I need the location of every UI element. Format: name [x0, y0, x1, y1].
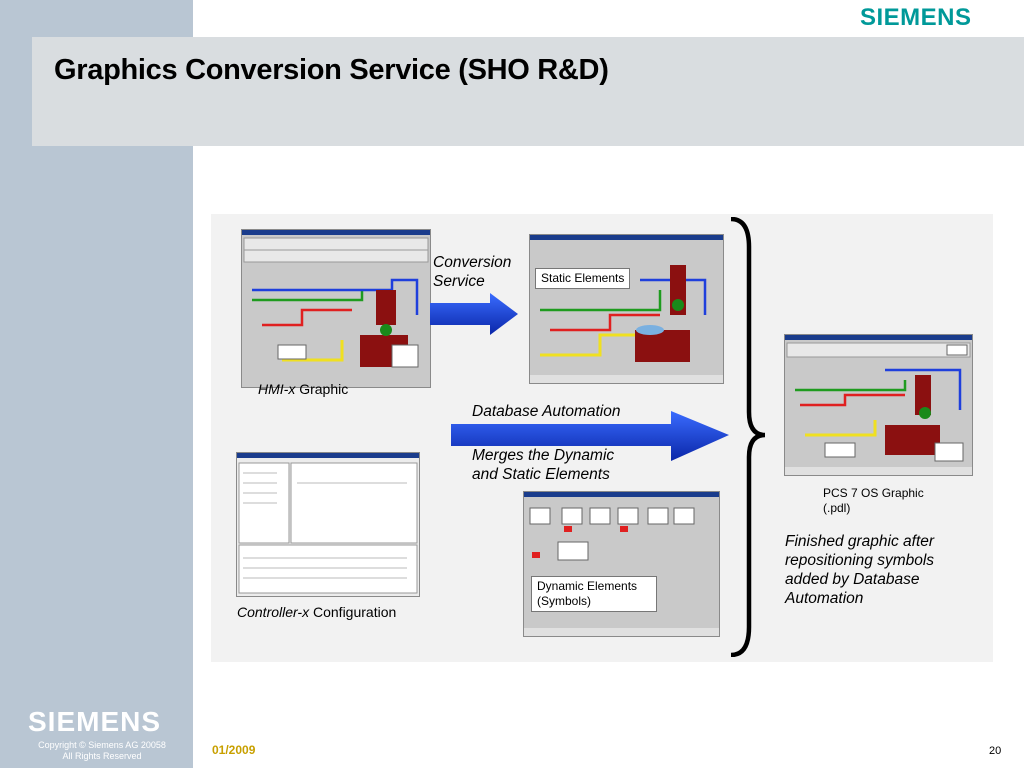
dynamic-elements-screenshot: [523, 491, 720, 637]
hmi-graphic-label: [258, 380, 348, 399]
pcs7-graphic-label: PCS 7 OS Graphic (.pdl): [823, 486, 924, 515]
static-elements-label: Static Elements: [535, 268, 630, 289]
slide-title: Graphics Conversion Service (SHO R&D): [54, 54, 609, 86]
copyright-text: Copyright © Siemens AG 20058 All Rights Reserved: [38, 740, 166, 761]
static-elements-screenshot: [529, 234, 724, 384]
dynamic-elements-label: Dynamic Elements (Symbols): [531, 576, 657, 612]
database-automation-label: Database Automation: [472, 403, 621, 420]
controller-config-screenshot: [236, 452, 420, 597]
finished-graphic-label: Finished graphic after repositioning symbols added by Database Automation: [785, 533, 935, 607]
merges-label: Merges the Dynamic and Static Elements: [472, 447, 615, 483]
hmi-graphic-screenshot: [241, 229, 431, 388]
siemens-logo-top: SIEMENS: [860, 4, 972, 31]
siemens-logo-bottom: SIEMENS: [28, 706, 162, 737]
controller-config-label: [237, 603, 396, 622]
dynamic-graphic-illustration: [524, 492, 719, 636]
controller-label-italic: Controller-x: [237, 604, 310, 620]
conversion-service-label: Conversion Service: [433, 254, 512, 290]
slide-date: 01/2009: [212, 743, 256, 757]
page-number: 20: [989, 745, 1002, 757]
controller-label-rest: Configuration: [309, 604, 397, 620]
hmi-label-italic: HMI-x: [258, 381, 296, 397]
static-graphic-illustration: [530, 235, 723, 383]
pcs7-graphic-screenshot: [784, 334, 973, 476]
hmi-label-rest: Graphic: [295, 381, 349, 397]
pcs7-graphic-illustration: [785, 335, 972, 475]
hmi-graphic-illustration: [242, 230, 430, 387]
conversion-arrow-icon: [430, 293, 520, 335]
controller-config-illustration: [237, 453, 419, 596]
curly-brace-icon: [723, 217, 769, 657]
conversion-figure: [211, 214, 993, 662]
